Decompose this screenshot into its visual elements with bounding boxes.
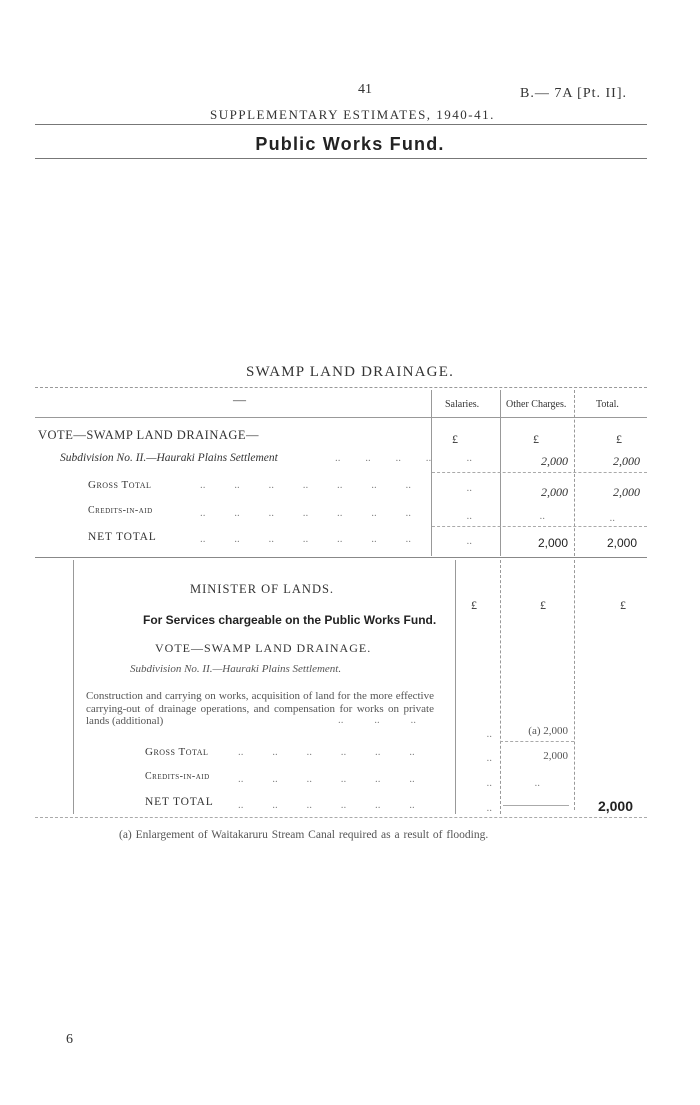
- footnote: (a) Enlargement of Waitakaruru Stream Canal required as a result of flooding.: [119, 829, 489, 841]
- summary-table-bottom-rule: [35, 557, 647, 558]
- summary-gross-total-total: 2,000: [613, 485, 640, 499]
- footer-page-number: 6: [66, 1032, 73, 1047]
- section-title: SWAMP LAND DRAINAGE.: [245, 364, 455, 380]
- summary-subdivision-leader: .. .. .. ..: [335, 452, 432, 464]
- summary-col-divider-2: [500, 390, 501, 556]
- column-header-salaries: Salaries.: [445, 399, 480, 410]
- column-header-total: Total.: [596, 399, 619, 410]
- currency-symbol-total: £: [616, 432, 622, 446]
- minister-heading: MINISTER OF LANDS.: [190, 582, 335, 596]
- summary-subdivision-rule: [432, 472, 647, 473]
- construction-leader: .. .. ..: [338, 714, 416, 726]
- summary-credits-other: ..: [539, 510, 545, 522]
- summary-header-dash: —: [233, 392, 246, 407]
- detail-currency-salaries: £: [471, 598, 477, 612]
- currency-symbol-other: £: [533, 432, 539, 446]
- detail-currency-other: £: [540, 598, 546, 612]
- summary-gross-total-leader: .. .. .. .. .. .. ..: [200, 479, 411, 491]
- detail-gross-total-label: Gross Total: [145, 746, 209, 758]
- detail-credits-leader: .. .. .. .. .. ..: [238, 773, 415, 785]
- summary-subdivision-salaries: ..: [466, 452, 472, 464]
- detail-vote-label: VOTE—SWAMP LAND DRAINAGE.: [155, 641, 372, 655]
- header-rule-1: [35, 124, 647, 125]
- summary-subdivision-label: Subdivision No. II.—Hauraki Plains Settlement: [60, 452, 278, 464]
- detail-col-divider-1: [455, 560, 456, 814]
- detail-col-divider-2: [500, 560, 501, 814]
- summary-gross-total-other: 2,000: [541, 485, 568, 499]
- detail-gross-total-salaries: ..: [486, 752, 492, 764]
- detail-net-total-other-rule: [503, 805, 569, 806]
- summary-vote-label: VOTE—SWAMP LAND DRAINAGE—: [38, 428, 260, 442]
- header-rule-2: [35, 158, 647, 159]
- detail-net-total-total: 2,000: [597, 798, 633, 814]
- summary-subdivision-total: 2,000: [613, 454, 640, 468]
- services-heading: For Services chargeable on the Public Works Fund.: [143, 613, 437, 627]
- detail-currency-total: £: [620, 598, 626, 612]
- summary-gross-total-label: Gross Total: [88, 479, 152, 491]
- column-header-other-charges: Other Charges.: [506, 399, 567, 410]
- detail-net-total-salaries: ..: [486, 802, 492, 814]
- summary-col-divider-1: [431, 390, 432, 556]
- detail-subdivision-label: Subdivision No. II.—Hauraki Plains Settlement.: [130, 663, 342, 675]
- currency-symbol-salaries: £: [452, 432, 458, 446]
- supplementary-estimates-subtitle: SUPPLEMENTARY ESTIMATES, 1940-41.: [210, 107, 495, 122]
- summary-credits-salaries: ..: [466, 510, 472, 522]
- detail-left-border: [73, 560, 74, 814]
- detail-gross-total-other: 2,000: [543, 750, 568, 762]
- summary-table-top-rule: [35, 387, 647, 388]
- construction-salaries: ..: [486, 728, 492, 740]
- page-number: 41: [358, 82, 372, 97]
- summary-net-total-label: NET TOTAL: [88, 531, 157, 543]
- document-reference: B.— 7A [Pt. II].: [520, 86, 627, 101]
- summary-net-total-total: 2,000: [606, 536, 637, 550]
- summary-col-divider-3: [574, 390, 575, 556]
- summary-credits-rule: [432, 526, 647, 527]
- detail-net-total-label: NET TOTAL: [145, 796, 214, 808]
- construction-description: Construction and carrying on works, acquisition of land for the more effective carrying-out of drainage operations, and compensation for works on private lands (additional): [86, 690, 434, 727]
- summary-net-total-leader: .. .. .. .. .. .. ..: [200, 533, 411, 545]
- summary-net-total-salaries: ..: [466, 535, 472, 547]
- summary-subdivision-other: 2,000: [541, 454, 568, 468]
- summary-header-rule: [35, 417, 647, 418]
- detail-credits-label: Credits-in-aid: [145, 771, 210, 782]
- detail-net-total-leader: .. .. .. .. .. ..: [238, 799, 415, 811]
- detail-gross-total-leader: .. .. .. .. .. ..: [238, 746, 415, 758]
- construction-other: (a) 2,000: [528, 725, 568, 737]
- summary-net-total-other: 2,000: [537, 536, 568, 550]
- detail-credits-salaries: ..: [486, 777, 492, 789]
- detail-table-bottom-rule: [35, 817, 647, 818]
- summary-gross-total-salaries: ..: [466, 482, 472, 494]
- summary-credits-total: ..: [609, 512, 615, 524]
- detail-credits-other: ..: [534, 777, 540, 789]
- construction-rule: [500, 741, 574, 742]
- summary-credits-leader: .. .. .. .. .. .. ..: [200, 507, 411, 519]
- page-title: Public Works Fund.: [255, 134, 445, 154]
- summary-credits-label: Credits-in-aid: [88, 505, 153, 516]
- detail-col-divider-3: [574, 560, 575, 810]
